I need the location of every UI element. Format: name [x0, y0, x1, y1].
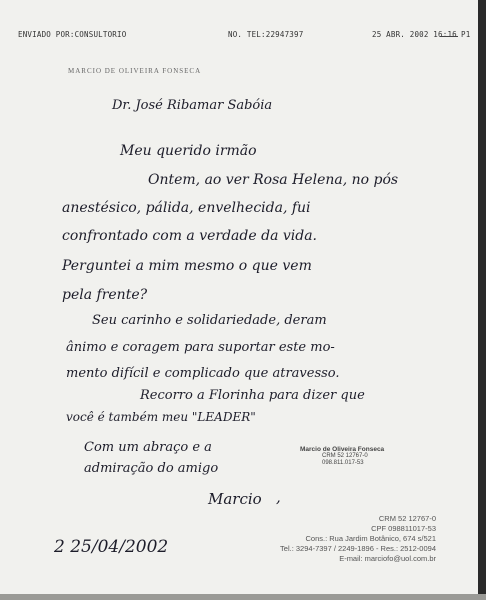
doctor-stamp [300, 446, 384, 467]
letter-salutation: Meu querido irmão [120, 143, 257, 159]
letter-line-9: Recorro a Florinha para dizer que [140, 388, 365, 403]
letter-line-2: anestésico, pálida, envelhecida, fui [62, 200, 311, 216]
letterhead-name: MARCIO DE OLIVEIRA FONSECA [68, 67, 202, 75]
letter-line-3: confrontado com a verdade da vida. [62, 228, 318, 244]
fax-bottom-edge [0, 594, 486, 600]
footer-crm: CRM 52 12767-0 [378, 514, 436, 523]
letter-line-8: mento difícil e complicado que atravesso. [66, 366, 340, 381]
letter-line-4: Perguntei a mim mesmo o que vem [62, 258, 312, 274]
letterhead-footer [280, 514, 436, 564]
fax-sender: ENVIADO POR:CONSULTORIO [18, 30, 127, 39]
letter-line-7: ânimo e coragem para suportar este mo- [66, 340, 335, 355]
signature-mark: , [276, 488, 281, 506]
footer-address: Cons.: Rua Jardim Botânico, 674 s/521 [305, 534, 436, 543]
footer-cpf: CPF 098811017-53 [371, 524, 436, 533]
fax-rule [440, 36, 458, 37]
footer-email: E-mail: marciofo@uol.com.br [339, 554, 436, 563]
fax-right-edge [478, 0, 486, 600]
fax-phone: NO. TEL:22947397 [228, 30, 304, 39]
stamp-name: Marcio de Oliveira Fonseca [300, 446, 385, 453]
handwritten-date: 2 25/04/2002 [54, 537, 169, 557]
stamp-crm: CRM 52 12767-0 [322, 453, 368, 459]
letter-line-1: Ontem, ao ver Rosa Helena, no pós [148, 172, 399, 188]
letter-closing-1: Com um abraço e a [84, 440, 212, 455]
letter-recipient: Dr. José Ribamar Sabóia [112, 98, 273, 113]
letter-line-6: Seu carinho e solidariedade, deram [92, 313, 327, 328]
letter-line-10: você é também meu "LEADER" [66, 410, 256, 424]
footer-phones: Tel.: 3294-7397 / 2249-1896 - Res.: 2512-0094 [280, 544, 436, 553]
fax-date: 25 ABR. 2002 16:16 [372, 30, 457, 39]
signature: Marcio [208, 490, 262, 508]
fax-page: P1 [461, 30, 471, 39]
stamp-cpf: 098.811.017-53 [322, 460, 364, 466]
letter-line-5: pela frente? [62, 287, 148, 303]
letter-closing-2: admiração do amigo [84, 461, 219, 476]
